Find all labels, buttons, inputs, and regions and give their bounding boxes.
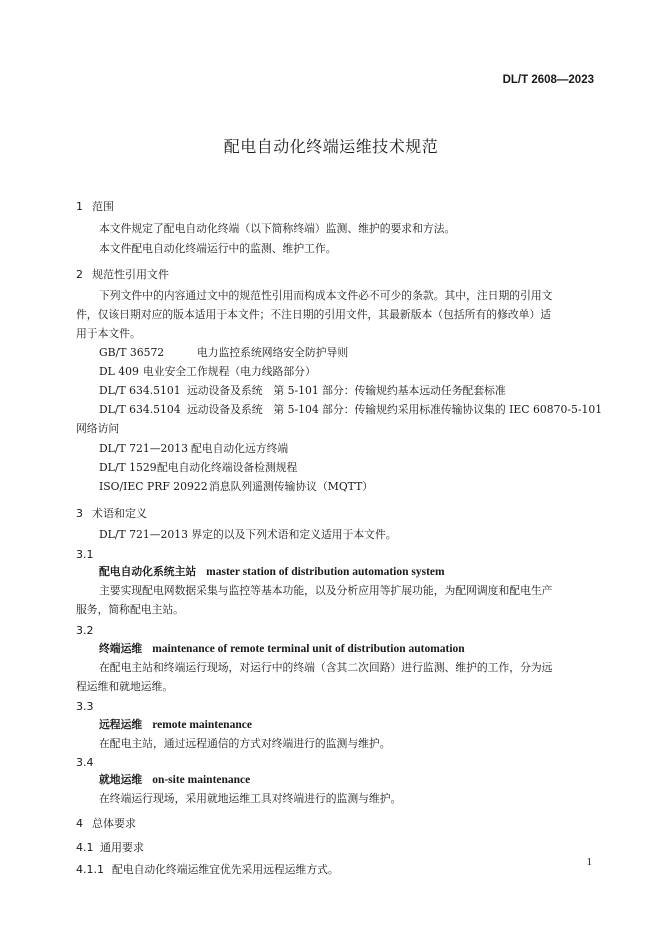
reference-item [99, 402, 602, 417]
paragraph: 网络访问 [76, 422, 120, 435]
clause-number: 4.1.1 [76, 863, 104, 876]
term-heading [99, 717, 252, 732]
clause-item [76, 862, 339, 877]
reference-code: DL/T 1529 [99, 461, 157, 474]
definition: 在配电主站和终端运行现场，对运行中的终端（含其二次回路）进行监测、维护的工作，分为远 [99, 661, 553, 674]
reference-code: ISO/IEC PRF 20922 [99, 480, 208, 493]
document-title: 配电自动化终端运维技术规范 [223, 137, 439, 156]
reference-item [99, 441, 288, 456]
paragraph: DL/T 721—2013 界定的以及下列术语和定义适用于本文件。 [99, 528, 397, 541]
term-en: remote maintenance [152, 719, 252, 731]
clause-text: 配电自动化终端运维宜优先采用远程运维方式。 [112, 863, 339, 876]
term-en: on-site maintenance [152, 774, 251, 786]
section-title: 范围 [92, 200, 114, 213]
term-heading [99, 564, 445, 579]
section-number: 3 [76, 507, 83, 520]
section-number: 2 [76, 268, 83, 281]
definition: 在配电主站，通过远程通信的方式对终端进行的监测与维护。 [99, 737, 391, 750]
reference-code: DL/T 721—2013 [99, 442, 188, 455]
reference-title: 配电自动化远方终端 [191, 442, 289, 455]
reference-title: 电力监控系统网络安全防护导则 [197, 346, 349, 359]
section-3-heading [76, 505, 147, 521]
section-title: 总体要求 [92, 817, 136, 830]
reference-title: 配电自动化终端设备检测规程 [157, 461, 298, 474]
paragraph: 本文件规定了配电自动化终端（以下简称终端）监测、维护的要求和方法。 [99, 222, 456, 235]
reference-code: DL/T 634.5104 [99, 403, 181, 416]
term-heading [99, 641, 465, 656]
subsection-title: 通用要求 [100, 841, 144, 854]
paragraph: 下列文件中的内容通过文中的规范性引用而构成本文件必不可少的条款。其中，注日期的引用文 [99, 289, 553, 302]
section-1-heading [76, 198, 114, 214]
term-en: maintenance of remote terminal unit of distribution automation [152, 643, 465, 655]
definition: 程运维和就地运维。 [76, 680, 174, 693]
reference-title: 远动设备及系统 第 5-104 部分：传输规约采用标准传输协议集的 IEC 60870-5-101 [187, 403, 603, 416]
term-number: 3.2 [76, 624, 94, 637]
term-heading [99, 772, 250, 787]
reference-title: 消息队列遥测传输协议（MQTT） [209, 480, 374, 493]
reference-title: 远动设备及系统 第 5-101 部分：传输规约基本远动任务配套标准 [187, 384, 506, 397]
section-title: 规范性引用文件 [92, 268, 169, 281]
subsection-number: 4.1 [76, 841, 94, 854]
paragraph: 件，仅该日期对应的版本适用于本文件；不注日期的引用文件，其最新版本（包括所有的修改单）适 [76, 308, 552, 321]
subsection-heading [76, 839, 144, 855]
reference-item [99, 383, 506, 398]
section-number: 4 [76, 817, 83, 830]
section-2-heading [76, 266, 169, 282]
section-4-heading [76, 815, 136, 831]
definition: 主要实现配电网数据采集与监控等基本功能，以及分析应用等扩展功能，为配网调度和配电生产 [99, 584, 553, 597]
reference-code: GB/T 36572 [99, 346, 165, 359]
paragraph: 本文件配电自动化终端运行中的监测、维护工作。 [99, 242, 337, 255]
section-number: 1 [76, 200, 83, 213]
term-number: 3.3 [76, 700, 94, 713]
reference-code: DL 409 [99, 365, 139, 378]
section-title: 术语和定义 [92, 507, 147, 520]
standard-number: DL/T 2608—2023 [502, 74, 594, 86]
reference-item [99, 345, 348, 360]
page-number: 1 [586, 856, 592, 868]
paragraph: 用于本文件。 [76, 327, 141, 340]
term-cn: 远程运维 [99, 718, 143, 731]
definition: 服务，简称配电主站。 [76, 603, 184, 616]
reference-title: 电业安全工作规程（电力线路部分） [143, 365, 316, 378]
reference-item [99, 479, 373, 494]
term-cn: 终端运维 [99, 642, 143, 655]
reference-item [99, 460, 297, 475]
term-number: 3.4 [76, 756, 94, 769]
term-cn: 配电自动化系统主站 [99, 565, 197, 578]
definition: 在终端运行现场，采用就地运维工具对终端进行的监测与维护。 [99, 792, 402, 805]
term-en: master station of distribution automation system [206, 566, 445, 578]
term-number: 3.1 [76, 548, 94, 561]
term-cn: 就地运维 [99, 773, 143, 786]
reference-code: DL/T 634.5101 [99, 384, 181, 397]
reference-item [99, 364, 316, 379]
